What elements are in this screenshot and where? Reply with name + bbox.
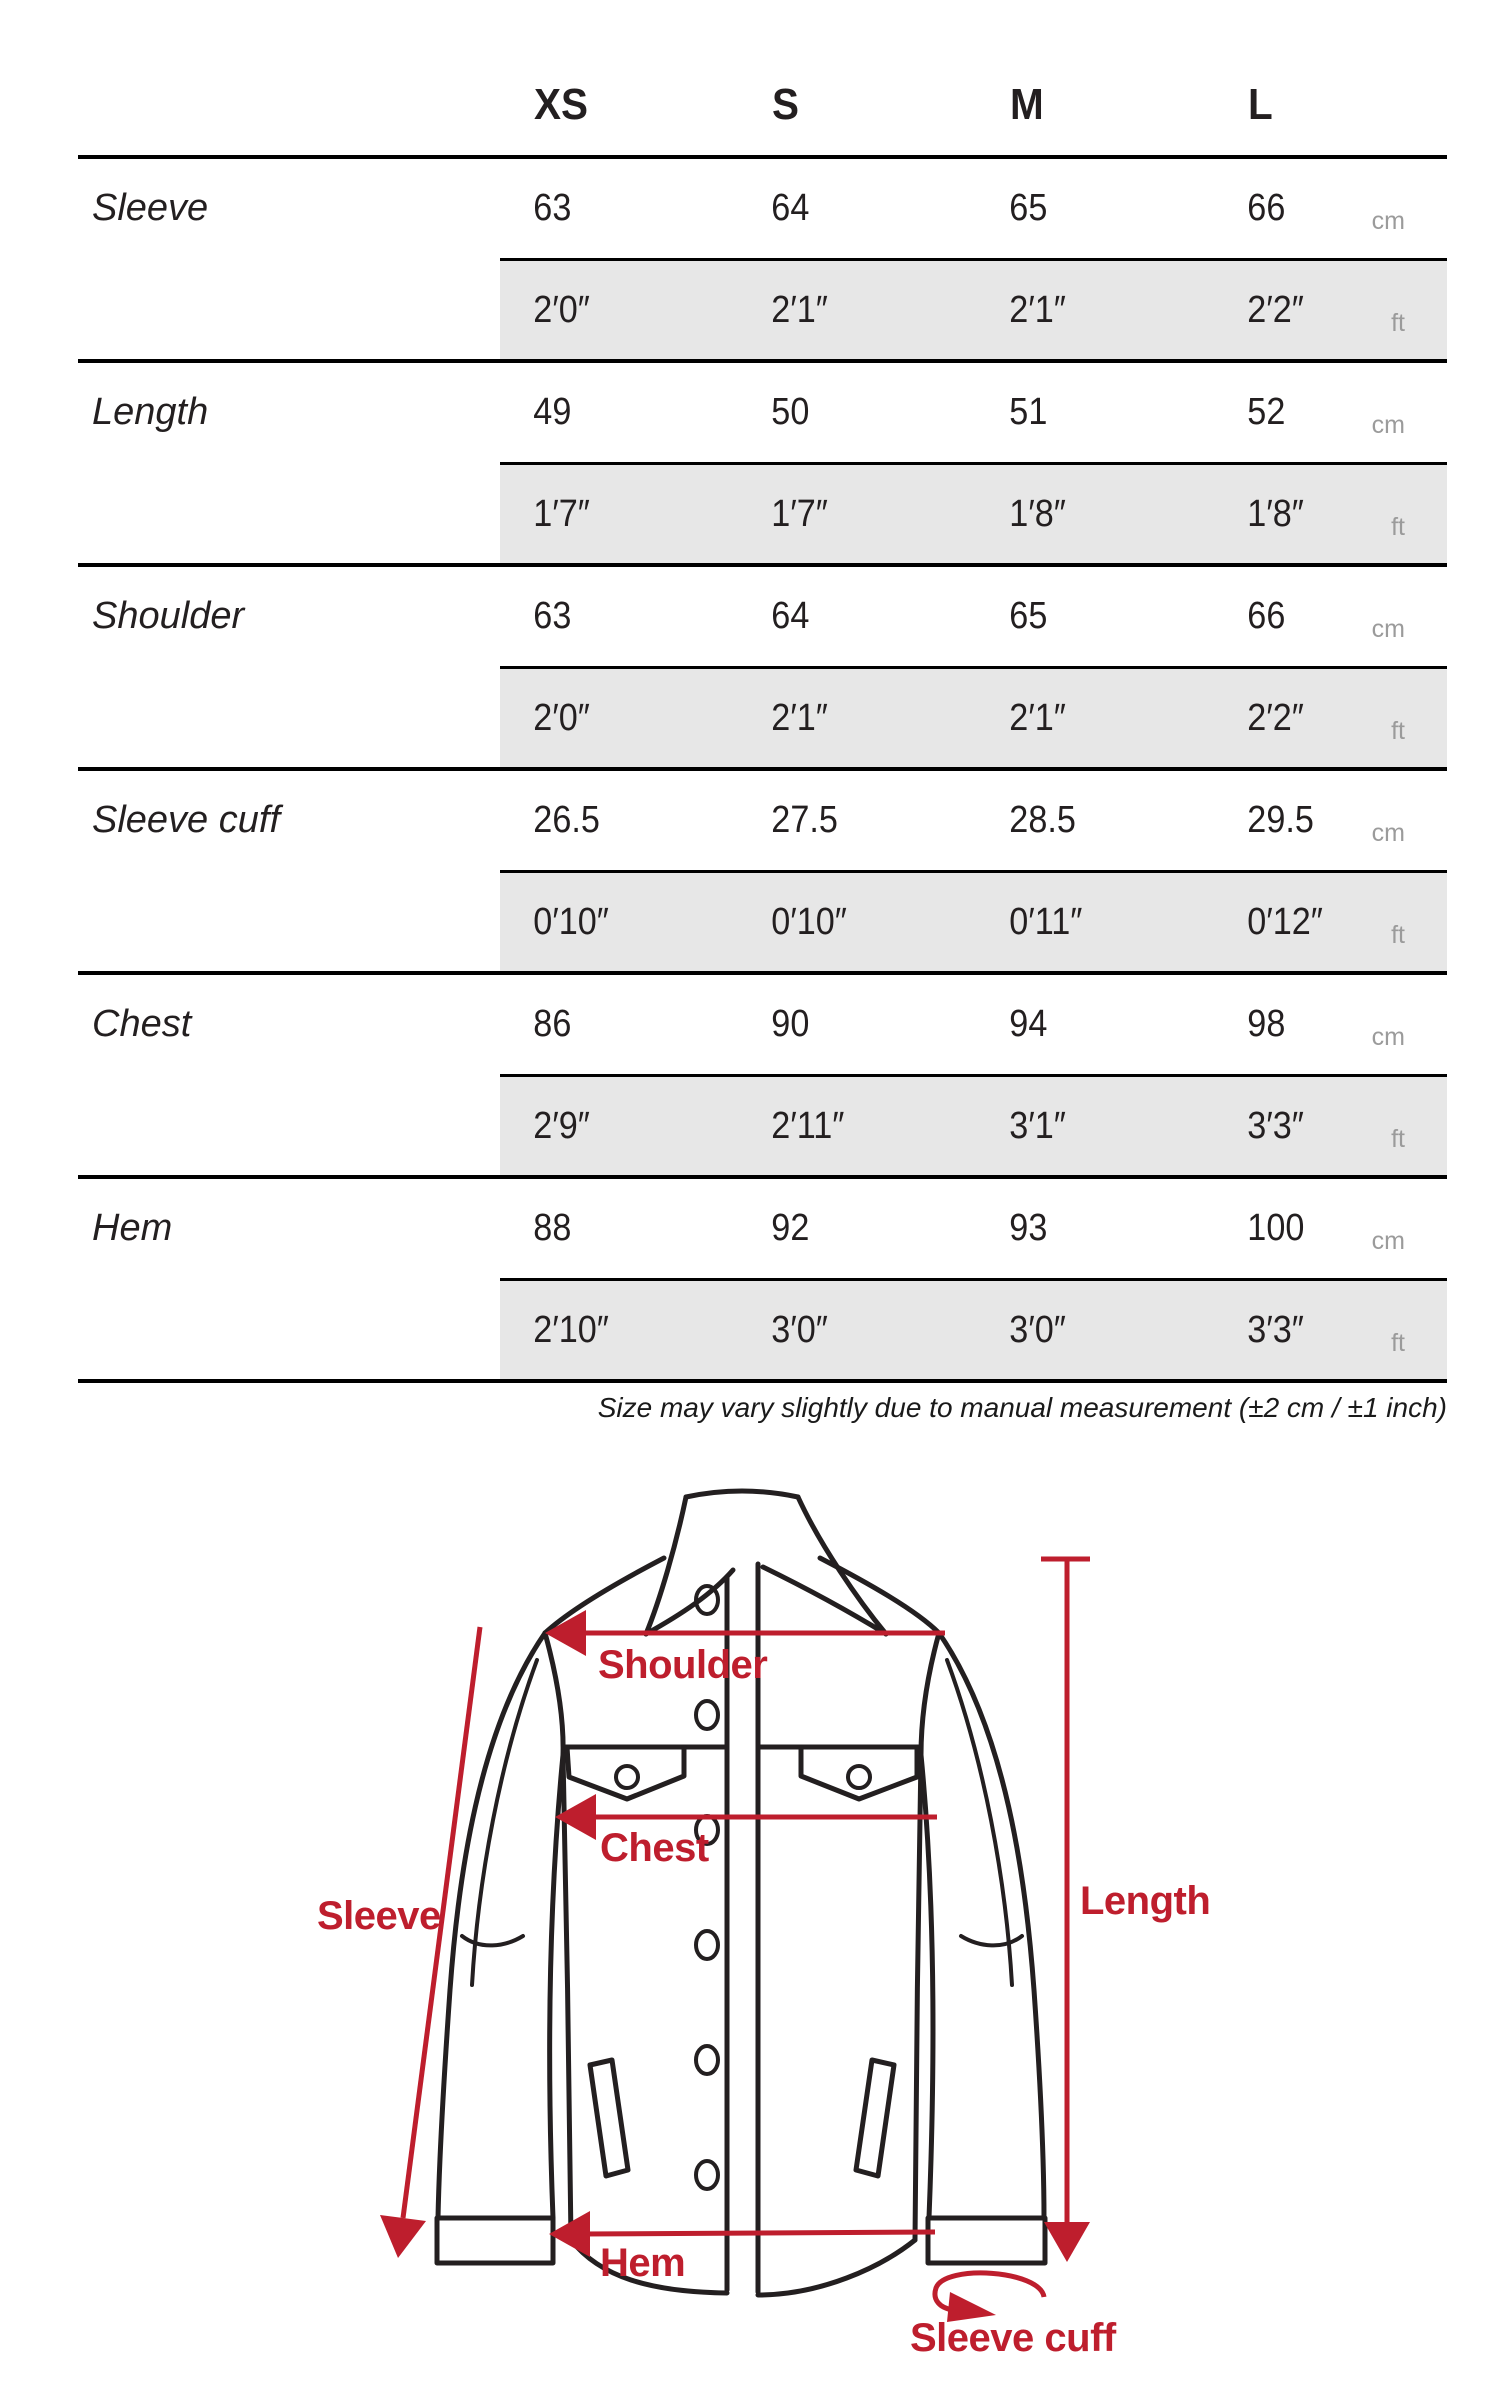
size-header-s: S [772, 80, 800, 129]
cm-value: 63 [533, 595, 572, 637]
ft-value: 1′8″ [1247, 492, 1304, 535]
jacket-measurement-diagram [0, 1450, 1500, 2400]
cm-value: 93 [1009, 1207, 1048, 1249]
chest-label: Chest [600, 1826, 709, 1870]
unit-label-cm: cm [1371, 207, 1405, 235]
ft-value: 2′1″ [1009, 696, 1066, 739]
ft-value: 2′1″ [771, 288, 828, 331]
unit-label-ft: ft [1391, 716, 1405, 745]
ft-value: 2′0″ [533, 696, 590, 739]
cm-value: 66 [1247, 187, 1286, 229]
cm-value: 94 [1009, 1003, 1048, 1045]
ft-value: 2′10″ [533, 1308, 609, 1351]
welt-pocket-right [856, 2060, 894, 2176]
unit-label-ft: ft [1391, 308, 1405, 337]
unit-label-ft: ft [1391, 512, 1405, 541]
cm-value: 28.5 [1009, 799, 1076, 841]
cm-row [78, 363, 1447, 462]
row-label: Sleeve cuff [92, 799, 280, 841]
measurement-group-shoulder [78, 563, 1447, 767]
cm-row [78, 771, 1447, 870]
ft-band [500, 666, 1447, 767]
cm-value: 52 [1247, 391, 1286, 433]
ft-value: 2′2″ [1247, 288, 1304, 331]
measurement-group-sleeve-cuff [78, 767, 1447, 971]
ft-row [78, 870, 1447, 971]
cm-value: 86 [533, 1003, 572, 1045]
row-label: Length [92, 391, 209, 433]
unit-label-ft: ft [1391, 1124, 1405, 1153]
pocket-button [616, 1766, 638, 1788]
size-header-m: M [1010, 80, 1044, 129]
measurement-note: Size may vary slightly due to manual measurement (±2 cm / ±1 inch) [597, 1392, 1447, 1423]
cuff-left [437, 2218, 553, 2263]
ft-value: 3′1″ [1009, 1104, 1066, 1147]
ft-value: 2′9″ [533, 1104, 590, 1147]
ft-value: 3′3″ [1247, 1104, 1304, 1147]
pocket-button [848, 1766, 870, 1788]
measurement-group-length [78, 359, 1447, 563]
cm-value: 65 [1009, 187, 1048, 229]
shoulder-label: Shoulder [598, 1643, 768, 1687]
ft-band [500, 1278, 1447, 1379]
cm-value: 26.5 [533, 799, 600, 841]
unit-label-ft: ft [1391, 920, 1405, 949]
cm-value: 92 [771, 1207, 810, 1249]
ft-value: 3′0″ [771, 1308, 828, 1351]
ft-band [500, 462, 1447, 563]
cm-row [78, 975, 1447, 1074]
cm-value: 88 [533, 1207, 572, 1249]
ft-row [78, 258, 1447, 359]
ft-value: 1′7″ [533, 492, 590, 535]
row-label: Chest [92, 1003, 192, 1045]
ft-value: 1′8″ [1009, 492, 1066, 535]
sleeve-cuff-curl-arrow [935, 2273, 1044, 2322]
ft-band [500, 870, 1447, 971]
unit-label-ft: ft [1391, 1328, 1405, 1357]
hem-label: Hem [600, 2241, 686, 2285]
ft-row [78, 462, 1447, 563]
ft-row [78, 1278, 1447, 1379]
chest-pocket-left [567, 1747, 684, 1799]
unit-label-cm: cm [1371, 819, 1405, 847]
cm-value: 64 [771, 187, 810, 229]
cuff-right [928, 2218, 1045, 2263]
ft-row [78, 1074, 1447, 1175]
sleeve-cuff-label: Sleeve cuff [910, 2316, 1116, 2360]
ft-value: 0′10″ [771, 900, 847, 943]
ft-value: 0′11″ [1009, 900, 1083, 943]
ft-value: 2′0″ [533, 288, 590, 331]
welt-pocket-left [590, 2060, 628, 2176]
ft-value: 2′11″ [771, 1104, 845, 1147]
ft-band [500, 258, 1447, 359]
row-label: Shoulder [92, 595, 245, 637]
cm-value: 27.5 [771, 799, 838, 841]
cm-value: 98 [1247, 1003, 1286, 1045]
ft-value: 2′1″ [1009, 288, 1066, 331]
cm-value: 29.5 [1247, 799, 1314, 841]
measurement-group-chest [78, 971, 1447, 1175]
size-header-l: L [1248, 80, 1273, 129]
row-label: Hem [92, 1207, 173, 1249]
cm-value: 65 [1009, 595, 1048, 637]
ft-row [78, 666, 1447, 767]
cm-value: 90 [771, 1003, 810, 1045]
ft-value: 3′3″ [1247, 1308, 1304, 1351]
ft-value: 3′0″ [1009, 1308, 1066, 1351]
row-label: Sleeve [92, 187, 209, 229]
ft-value: 0′12″ [1247, 900, 1323, 943]
size-header-row [78, 55, 1447, 155]
cm-value: 51 [1009, 391, 1048, 433]
cm-value: 66 [1247, 595, 1286, 637]
cm-value: 49 [533, 391, 572, 433]
ft-value: 0′10″ [533, 900, 609, 943]
measurement-group-sleeve [78, 155, 1447, 359]
unit-label-cm: cm [1371, 1227, 1405, 1255]
size-header-xs: XS [534, 80, 589, 129]
sleeve-label: Sleeve [317, 1894, 441, 1938]
jacket-outline [437, 1491, 1045, 2295]
cm-value: 100 [1247, 1207, 1305, 1249]
ft-value: 2′2″ [1247, 696, 1304, 739]
cm-row [78, 1179, 1447, 1278]
sleeve-arrow [380, 1627, 480, 2258]
length-label: Length [1080, 1879, 1211, 1923]
unit-label-cm: cm [1371, 1023, 1405, 1051]
cm-row [78, 567, 1447, 666]
unit-label-cm: cm [1371, 615, 1405, 643]
unit-label-cm: cm [1371, 411, 1405, 439]
ft-value: 2′1″ [771, 696, 828, 739]
size-chart-table [78, 55, 1447, 1383]
cm-value: 63 [533, 187, 572, 229]
ft-value: 1′7″ [771, 492, 828, 535]
ft-band [500, 1074, 1447, 1175]
cm-row [78, 159, 1447, 258]
cm-value: 64 [771, 595, 810, 637]
chest-pocket-right [801, 1747, 917, 1799]
cm-value: 50 [771, 391, 810, 433]
measurement-group-hem [78, 1175, 1447, 1379]
